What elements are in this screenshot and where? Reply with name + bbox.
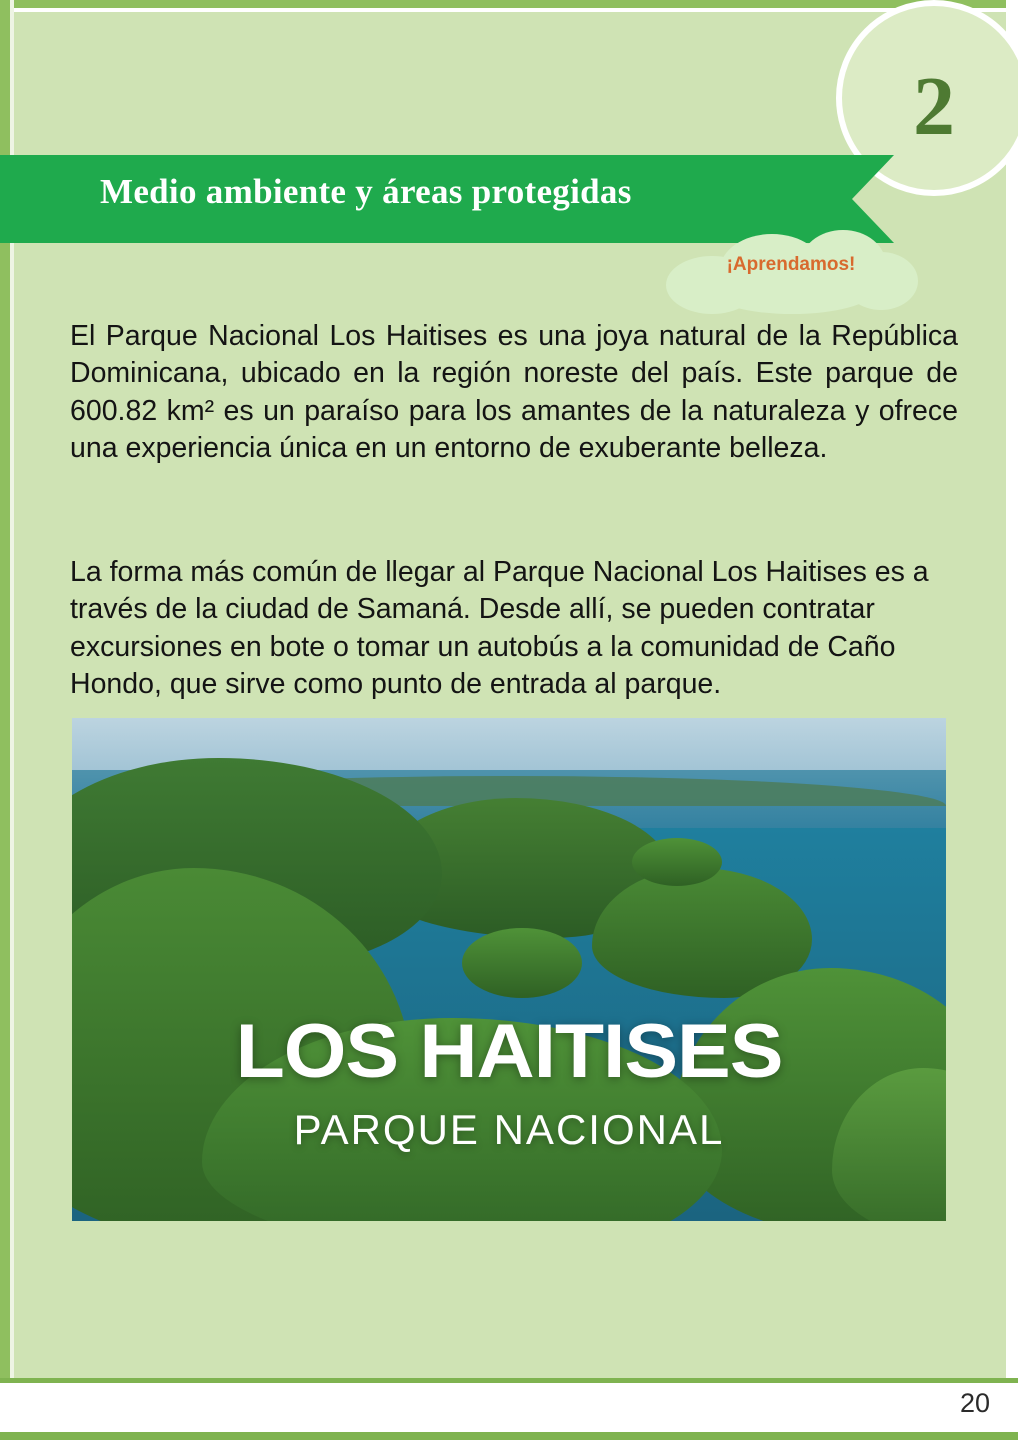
- cloud-puff: [712, 270, 872, 314]
- paragraph-1: El Parque Nacional Los Haitises es una joya natural de la República Dominicana, ubicado en la región noreste del país. Este parque de 600.82 km² es un paraíso para los amantes de la naturaleza y ofrece una experiencia única en un entorno de exuberante belleza.: [70, 319, 958, 465]
- chapter-number: 2: [913, 60, 955, 153]
- figure-overlay-title: LOS HAITISES: [235, 1009, 783, 1094]
- figure-islet: [632, 838, 722, 886]
- bottom-border: [0, 1432, 1018, 1440]
- callout-label: ¡Aprendamos!: [726, 254, 856, 275]
- figure-overlay-subtitle: PARQUE NACIONAL: [293, 1106, 725, 1153]
- paragraph-2: La forma más común de llegar al Parque Nacional Los Haitises es a través de la ciudad de Samaná. Desde allí, se pueden contratar excursiones en bote o tomar un autobús a la comunidad de Caño Hondo, que sirve como punto de entrada al parque.: [70, 555, 929, 701]
- callout-cloud: [660, 228, 922, 314]
- figure-islet: [462, 928, 582, 998]
- figure-los-haitises: [72, 718, 946, 1221]
- page-number: 20: [959, 1388, 990, 1418]
- top-border-inner: [0, 8, 1018, 12]
- page-title: Medio ambiente y áreas protegidas: [100, 172, 632, 211]
- right-border: [1006, 0, 1018, 1440]
- top-border: [0, 0, 1018, 8]
